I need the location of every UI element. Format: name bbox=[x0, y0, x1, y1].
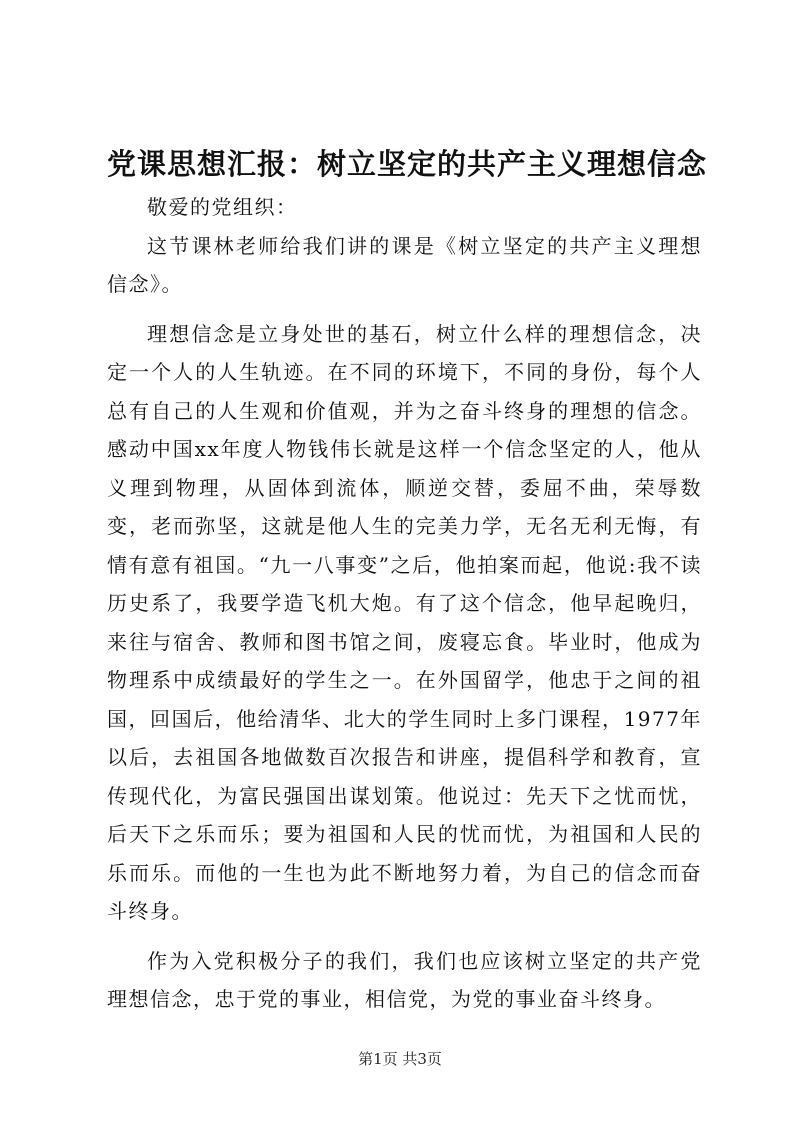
document-title: 党课思想汇报：树立坚定的共产主义理想信念 bbox=[107, 147, 708, 181]
page-number: 第1页 共3页 bbox=[358, 1050, 442, 1068]
paragraph-conclusion: 作为入党积极分子的我们，我们也应该树立坚定的共产党理想信念，忠于党的事业，相信党，为党的事业奋斗终身。 bbox=[107, 948, 702, 1011]
paragraph-intro: 这节课林老师给我们讲的课是《树立坚定的共产主义理想信念》。 bbox=[107, 233, 702, 296]
salutation: 敬爱的党组织： bbox=[147, 195, 298, 219]
document-body bbox=[107, 188, 702, 1019]
paragraph-main: 理想信念是立身处世的基石，树立什么样的理想信念，决定一个人的人生轨迹。在不同的环境下，不同的身份，每个人总有自己的人生观和价值观，并为之奋斗终身的理想的信念。感动中国xx年度人物钱伟长就是这样一个信念坚定的人，他从义理到物理，从固体到流体，顺逆交替，委屈不曲，荣辱数变，老而弥坚，这就是他人生的完美力学，无名无利无悔，有情有意有祖国。“九一八事变”之后，他拍案而起，他说:我不读历史系了，我要学造飞机大炮。有了这个信念，他早起晚归，来往与宿舍、教师和图书馆之间，废寝忘食。毕业时，他成为物理系中成绩最好的学生之一。在外国留学，他忠于之间的祖国，回国后，他给清华、北大的学生同时上多门课程，1977年以后，去祖国各地做数百次报告和讲座，提倡科学和教育，宣传现代化，为富民强国出谋划策。他说过：先天下之忧而忧，后天下之乐而乐；要为祖国和人民的忧而忧，为祖国和人民的乐而乐。而他的一生也为此不断地努力着，为自己的信念而奋斗终身。 bbox=[107, 321, 702, 923]
